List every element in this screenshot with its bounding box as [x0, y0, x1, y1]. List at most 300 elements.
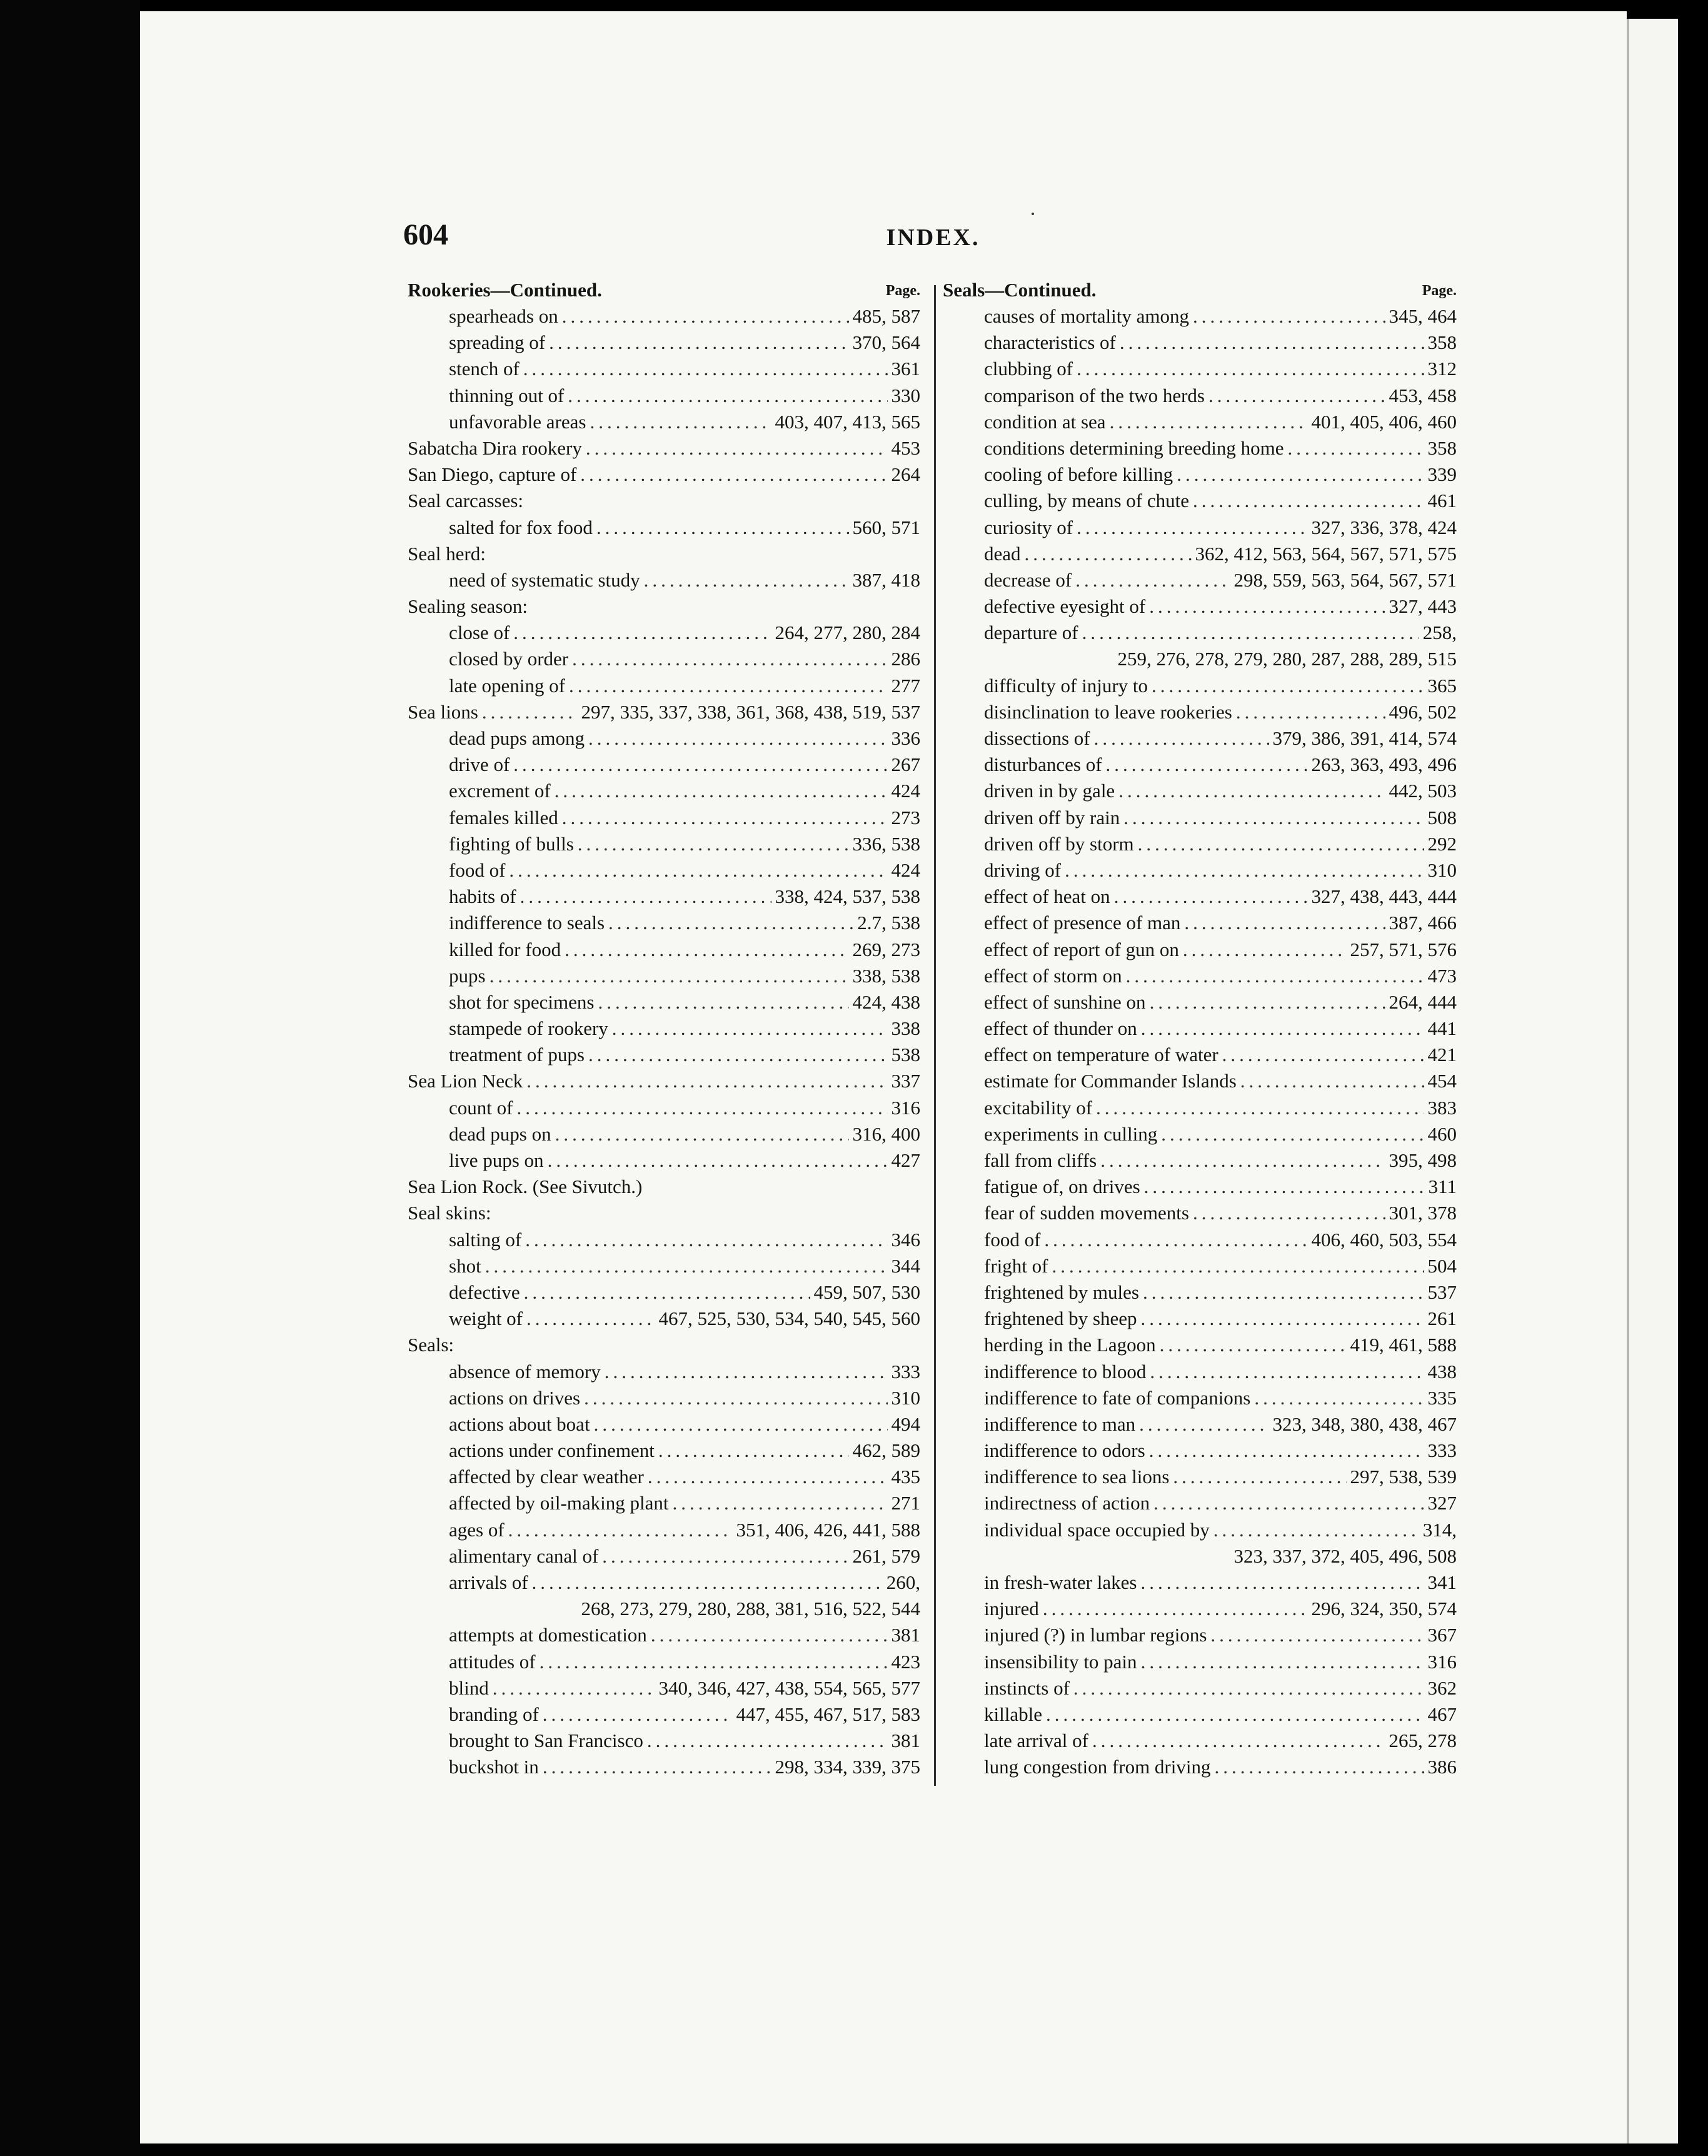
dot-leader [569, 675, 888, 697]
entry-term: excitability of [984, 1096, 1093, 1119]
index-entry [943, 1651, 1457, 1677]
entry-term: instincts of [984, 1676, 1070, 1699]
dot-leader [1096, 1097, 1424, 1119]
entry-term: late arrival of [984, 1730, 1088, 1752]
page-column-label: Page. [1422, 283, 1457, 299]
entry-pages: 351, 406, 426, 441, 588 [736, 1518, 920, 1541]
entry-term: habits of [449, 885, 516, 908]
index-entry [408, 622, 920, 648]
entry-term: Sea Lion Neck [408, 1070, 523, 1092]
entry-term: excrement of [449, 780, 551, 802]
dot-leader [523, 358, 888, 380]
entry-pages: 286 [891, 648, 920, 670]
dot-leader [1222, 1044, 1424, 1066]
entry-term: effect of thunder on [984, 1017, 1137, 1040]
index-entry [408, 648, 920, 674]
index-entry [943, 991, 1457, 1017]
entry-term: treatment of pups [449, 1044, 585, 1066]
entry-term: difficulty of injury to [984, 674, 1148, 697]
entry-term: effect of sunshine on [984, 990, 1146, 1013]
entry-term: effect of heat on [984, 885, 1110, 908]
index-entry [943, 411, 1457, 437]
entry-pages: 424, 438 [852, 990, 920, 1013]
entry-pages: 327, 336, 378, 424 [1311, 516, 1457, 538]
entry-pages: 508 [1427, 806, 1457, 829]
dot-leader [1210, 1624, 1424, 1646]
entry-pages: 485, 587 [852, 305, 920, 327]
dot-leader [513, 753, 887, 776]
dot-leader [1073, 1677, 1424, 1700]
entry-pages: 339 [1427, 463, 1457, 486]
entry-term: driven off by rain [984, 806, 1120, 829]
entry-term: close of [449, 622, 510, 644]
entry-pages: 263, 363, 493, 496 [1311, 753, 1457, 776]
index-entry [943, 1519, 1457, 1545]
column-heading-text: Seals—Continued. [943, 279, 1097, 301]
dot-leader [1160, 1334, 1347, 1356]
entry-term: injured [984, 1598, 1039, 1620]
dot-leader [562, 807, 888, 829]
entry-pages: 327, 443 [1389, 595, 1457, 618]
dot-leader [1161, 1123, 1424, 1146]
index-entry [943, 1413, 1457, 1439]
dot-leader [1100, 1149, 1385, 1172]
entry-term: defective [449, 1281, 520, 1303]
dot-leader [1094, 727, 1269, 750]
index-entry [408, 595, 920, 622]
scan-dark-margin [0, 0, 140, 2156]
index-entry [408, 912, 920, 938]
entry-pages: 260, [886, 1571, 920, 1593]
index-entry [943, 675, 1457, 701]
entry-term: departure of [984, 622, 1078, 644]
entry-term: actions on drives [449, 1386, 581, 1409]
entry-term: driven off by storm [984, 832, 1134, 855]
page-gutter [1627, 19, 1629, 2143]
entry-pages: 333 [891, 1360, 920, 1383]
entry-pages: 383 [1427, 1096, 1457, 1119]
dot-leader [1123, 807, 1424, 829]
index-entry [408, 675, 920, 701]
entry-pages: 370, 564 [852, 331, 920, 354]
column-heading [408, 279, 920, 305]
entry-term: affected by clear weather [449, 1466, 644, 1488]
dot-leader [1144, 1176, 1425, 1198]
entry-term: buckshot in [449, 1756, 539, 1778]
index-entry [408, 1651, 920, 1677]
entry-pages: 473 [1427, 964, 1457, 987]
entry-term: fear of sudden movements [984, 1202, 1189, 1224]
entry-term: insensibility to pain [984, 1650, 1137, 1673]
entry-term: driven in by gale [984, 780, 1115, 802]
index-entry [943, 1361, 1457, 1387]
entry-term: females killed [449, 806, 558, 829]
dot-leader [1141, 1017, 1424, 1040]
index-entry [408, 1677, 920, 1703]
index-entry [943, 1730, 1457, 1756]
index-entry [943, 1176, 1457, 1202]
index-entry [943, 437, 1457, 463]
dot-leader [1052, 1255, 1424, 1277]
index-entry [943, 463, 1457, 490]
entry-pages: 406, 460, 503, 554 [1311, 1228, 1457, 1251]
entry-pages: 496, 502 [1389, 700, 1457, 723]
index-entry [943, 807, 1457, 833]
dot-leader [1044, 1229, 1307, 1251]
entry-pages: 336, 538 [852, 832, 920, 855]
index-entry [408, 1730, 920, 1756]
dot-leader [1118, 780, 1385, 802]
dot-leader [1140, 1307, 1424, 1330]
entry-term: unfavorable areas [449, 410, 586, 433]
entry-pages: 277 [891, 674, 920, 697]
index-entry [408, 1123, 920, 1149]
index-entry [408, 385, 920, 411]
index-entry [408, 331, 920, 358]
entry-pages: 381 [891, 1624, 920, 1646]
entry-term: salted for fox food [449, 516, 593, 538]
entry-pages: 560, 571 [852, 516, 920, 538]
entry-term: Sea lions [408, 700, 478, 723]
entry-pages: 330 [891, 384, 920, 406]
entry-term: fighting of bulls [449, 832, 574, 855]
dot-leader [586, 437, 888, 460]
index-entry [943, 1571, 1457, 1598]
dot-leader [482, 701, 578, 723]
dot-leader [1106, 753, 1308, 776]
entry-pages: 424 [891, 780, 920, 802]
entry-term: cooling of before killing [984, 463, 1173, 486]
index-entry [408, 1149, 920, 1176]
entry-pages: 454 [1427, 1070, 1457, 1092]
index-entry [943, 1123, 1457, 1149]
entry-pages: 338 [891, 1017, 920, 1040]
dot-leader [1213, 1519, 1419, 1541]
index-entries [408, 305, 920, 1783]
entry-pages: 362, 412, 563, 564, 567, 571, 575 [1195, 542, 1457, 565]
entry-term: alimentary canal of [449, 1544, 599, 1567]
entry-pages: 362 [1427, 1676, 1457, 1699]
index-entry [943, 1070, 1457, 1096]
index-entry [943, 543, 1457, 569]
entry-pages: 401, 405, 406, 460 [1311, 410, 1457, 433]
dot-leader [1193, 1202, 1385, 1224]
entry-term: disinclination to leave rookeries [984, 700, 1232, 723]
entry-pages: 312 [1427, 358, 1457, 380]
dot-leader [520, 885, 771, 908]
entry-pages: 258, [1422, 622, 1457, 644]
index-entry [943, 885, 1457, 912]
dot-leader [1149, 1439, 1424, 1462]
dot-leader [1025, 543, 1192, 565]
index-entry [943, 1044, 1457, 1070]
entry-pages: 462, 589 [852, 1439, 920, 1462]
entry-term: lung congestion from driving [984, 1756, 1211, 1778]
index-entry [408, 859, 920, 885]
column-heading-text: Rookeries—Continued. [408, 279, 602, 301]
entry-term: attitudes of [449, 1650, 536, 1673]
entry-term: Seal skins: [408, 1202, 491, 1224]
entry-pages: 264 [891, 463, 920, 486]
entry-pages: 298, 559, 563, 564, 567, 571 [1233, 568, 1457, 591]
index-entry [943, 1255, 1457, 1281]
entry-term: affected by oil-making plant [449, 1492, 669, 1514]
entry-term: food of [984, 1228, 1041, 1251]
entry-pages: 264, 277, 280, 284 [775, 622, 920, 644]
entry-pages: 327 [1427, 1492, 1457, 1514]
entry-pages: 460 [1427, 1122, 1457, 1145]
index-entry [943, 385, 1457, 411]
entry-term: fall from cliffs [984, 1149, 1097, 1171]
dot-leader [658, 1439, 849, 1462]
index-entry [943, 1624, 1457, 1650]
index-entry [943, 595, 1457, 622]
entry-term: San Diego, capture of [408, 463, 577, 486]
entry-term: culling, by means of chute [984, 490, 1189, 512]
dot-leader [584, 1387, 887, 1409]
dot-leader [605, 1361, 888, 1383]
dot-leader [596, 516, 849, 539]
entry-pages: 316, 400 [852, 1122, 920, 1145]
entry-pages: 365 [1427, 674, 1457, 697]
index-entry [408, 1307, 920, 1334]
index-entry [408, 490, 920, 516]
entry-pages: 265, 278 [1389, 1730, 1457, 1752]
entry-term: dead pups on [449, 1122, 551, 1145]
index-entry [408, 1598, 920, 1624]
dot-leader [1126, 965, 1424, 987]
entry-pages: 441 [1427, 1017, 1457, 1040]
dot-leader [1177, 463, 1424, 486]
index-entry [408, 939, 920, 965]
index-entry [408, 885, 920, 912]
entry-term: attempts at domestication [449, 1624, 647, 1646]
entry-term: live pups on [449, 1149, 544, 1171]
index-entry [943, 569, 1457, 595]
entry-pages: 403, 407, 413, 565 [775, 410, 920, 433]
dot-leader [578, 833, 849, 855]
dot-leader [516, 1097, 887, 1119]
dot-leader [1254, 1387, 1424, 1409]
index-entry [943, 1439, 1457, 1466]
entry-term: shot for specimens [449, 990, 595, 1013]
entry-term: absence of memory [449, 1360, 601, 1383]
index-entry [408, 1519, 920, 1545]
entry-term: arrivals of [449, 1571, 528, 1593]
facing-page-edge [1627, 19, 1678, 2143]
entry-term: fatigue of, on drives [984, 1176, 1140, 1198]
index-entry [408, 1070, 920, 1096]
entry-pages: 379, 386, 391, 414, 574 [1272, 727, 1457, 749]
entry-term: estimate for Commander Islands [984, 1070, 1237, 1092]
entry-pages: 345, 464 [1389, 305, 1457, 327]
index-entry [408, 1492, 920, 1518]
column-divider [934, 285, 936, 1786]
entry-term: salting of [449, 1228, 522, 1251]
entry-term: need of systematic study [449, 568, 640, 591]
index-entry [408, 569, 920, 595]
dot-leader [1139, 1413, 1268, 1436]
index-entry [943, 622, 1457, 648]
entry-pages: 346 [891, 1228, 920, 1251]
entry-pages: 298, 334, 339, 375 [775, 1756, 920, 1778]
entry-pages: 494 [891, 1413, 920, 1435]
dot-leader [1240, 1070, 1424, 1092]
index-entry [943, 1598, 1457, 1624]
index-entry [943, 1281, 1457, 1307]
entry-term: defective eyesight of [984, 595, 1146, 618]
entry-term: condition at sea [984, 410, 1106, 433]
entry-term: in fresh-water lakes [984, 1571, 1137, 1593]
dot-leader [1208, 385, 1385, 407]
entry-pages: 301, 378 [1389, 1202, 1457, 1224]
dot-leader [1046, 1703, 1424, 1726]
entry-pages: 296, 324, 350, 574 [1311, 1598, 1457, 1620]
column-heading [943, 279, 1457, 305]
entry-term: decrease of [984, 568, 1072, 591]
entry-pages: 273 [891, 806, 920, 829]
index-entry [408, 463, 920, 490]
dot-leader [555, 780, 888, 802]
entry-pages: 538 [891, 1044, 920, 1066]
entry-term: indirectness of action [984, 1492, 1150, 1514]
entry-term: shot [449, 1254, 481, 1277]
dot-leader [1184, 912, 1385, 934]
entry-pages: 381 [891, 1730, 920, 1752]
entry-pages: 310 [1427, 859, 1457, 881]
index-entry [408, 1466, 920, 1492]
entry-term: fright of [984, 1254, 1048, 1277]
entry-term: late opening of [449, 674, 565, 697]
entry-term: characteristics of [984, 331, 1116, 354]
dot-leader [1288, 437, 1424, 460]
index-entry [408, 753, 920, 780]
entry-pages-continued: 268, 273, 279, 280, 288, 381, 516, 522, 544 [581, 1598, 920, 1620]
entry-pages: 2.7, 538 [857, 912, 920, 934]
index-entry [943, 1149, 1457, 1176]
index-entry [943, 490, 1457, 516]
index-entry [943, 1229, 1457, 1255]
dot-leader [1173, 1466, 1346, 1488]
index-entry [408, 1703, 920, 1730]
entry-term: ages of [449, 1518, 505, 1541]
entry-term: Seal carcasses: [408, 490, 524, 512]
dot-leader [590, 411, 771, 433]
dot-leader [526, 1307, 655, 1330]
entry-term: experiments in culling [984, 1122, 1158, 1145]
entry-pages: 261 [1427, 1307, 1457, 1330]
entry-pages: 442, 503 [1389, 780, 1457, 802]
index-entry [408, 1281, 920, 1307]
index-entry [943, 780, 1457, 806]
entry-term: Sealing season: [408, 595, 528, 618]
dot-leader [1149, 595, 1385, 618]
entry-pages: 395, 498 [1389, 1149, 1457, 1171]
entry-pages: 338, 424, 537, 538 [775, 885, 920, 908]
dot-leader [562, 305, 849, 328]
index-entry [943, 1017, 1457, 1044]
dot-leader [1153, 1492, 1424, 1514]
entry-pages: 361 [891, 358, 920, 380]
entry-term: frightened by mules [984, 1281, 1139, 1303]
index-entry [408, 1202, 920, 1228]
dot-leader [1193, 305, 1385, 328]
entry-term: blind [449, 1676, 489, 1699]
dot-leader [568, 385, 887, 407]
index-entry [408, 1413, 920, 1439]
entry-term: effect of presence of man [984, 912, 1181, 934]
dot-leader [1075, 569, 1230, 592]
index-entry [943, 648, 1457, 674]
entry-pages: 297, 335, 337, 338, 361, 368, 438, 519, 537 [581, 700, 920, 723]
entry-pages: 419, 461, 588 [1350, 1334, 1457, 1356]
dot-leader [598, 991, 848, 1014]
entry-term: brought to San Francisco [449, 1730, 643, 1752]
dot-leader [485, 1255, 888, 1277]
dot-leader [1082, 622, 1419, 644]
dot-leader [1150, 991, 1385, 1014]
entry-term: herding in the Lagoon [984, 1334, 1156, 1356]
index-entry [943, 912, 1457, 938]
dot-leader [1143, 1281, 1424, 1304]
index-entry [408, 1176, 920, 1202]
dot-leader [540, 1651, 888, 1673]
index-entry [943, 833, 1457, 859]
index-entry [408, 543, 920, 569]
dot-leader [1141, 1651, 1424, 1673]
page-header [403, 211, 1463, 268]
entry-pages: 340, 346, 427, 438, 554, 565, 577 [658, 1676, 920, 1699]
entry-term: indifference to sea lions [984, 1466, 1170, 1488]
dot-leader [493, 1677, 655, 1700]
entry-term: Sea Lion Rock. (See Sivutch.) [408, 1176, 643, 1198]
entry-pages: 358 [1427, 331, 1457, 354]
index-entry [408, 780, 920, 806]
entry-term: comparison of the two herds [984, 384, 1205, 406]
entry-term: indifference to man [984, 1413, 1136, 1435]
dot-leader [608, 912, 853, 934]
dot-leader [509, 859, 887, 882]
dot-leader [513, 622, 771, 644]
entry-term: causes of mortality among [984, 305, 1189, 327]
entry-pages: 327, 438, 443, 444 [1311, 885, 1457, 908]
dot-leader [548, 1149, 888, 1172]
dot-leader [525, 1229, 887, 1251]
index-entry [943, 1703, 1457, 1730]
index-entry [408, 1017, 920, 1044]
dot-leader [580, 463, 887, 486]
page-column-label: Page. [885, 283, 920, 299]
index-column-left [408, 279, 920, 1783]
index-entry [943, 1756, 1457, 1782]
entry-term: drive of [449, 753, 510, 776]
entry-pages: 341 [1427, 1571, 1457, 1593]
entry-term: branding of [449, 1703, 539, 1725]
dot-leader [1120, 331, 1424, 354]
entry-pages: 316 [891, 1096, 920, 1119]
index-entry [408, 516, 920, 543]
entry-pages: 467, 525, 530, 534, 540, 545, 560 [658, 1307, 920, 1330]
dot-leader [524, 1281, 810, 1304]
entry-term: indifference to blood [984, 1360, 1147, 1383]
index-entry [943, 1466, 1457, 1492]
index-entry [408, 965, 920, 991]
dot-leader [1077, 358, 1424, 380]
entry-term: food of [449, 859, 506, 881]
entry-pages: 314, [1422, 1518, 1457, 1541]
dot-leader [543, 1756, 771, 1778]
dot-leader [532, 1571, 883, 1594]
